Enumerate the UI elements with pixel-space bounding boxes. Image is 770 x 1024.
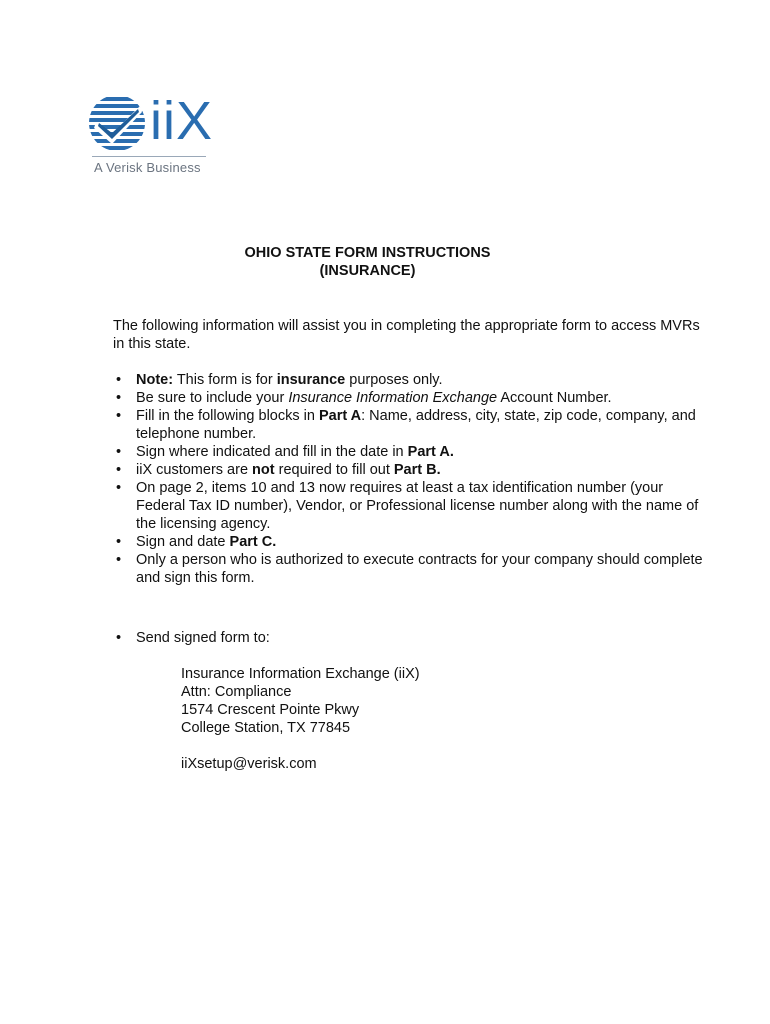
list-item-text: Part A. bbox=[407, 444, 454, 460]
address-line: Attn: Compliance bbox=[181, 684, 292, 700]
list-item-text: not bbox=[252, 462, 275, 478]
logo-wordmark: iiX bbox=[150, 91, 214, 151]
list-item-text: required to fill out bbox=[274, 462, 394, 478]
list-item-text: Account Number. bbox=[497, 390, 612, 406]
list-item-text: Part C. bbox=[229, 534, 277, 550]
list-item-text: This form is for bbox=[173, 372, 277, 388]
intro-paragraph: The following information will assist you in completing the appropriate form to access MVRs in this state. bbox=[113, 318, 700, 352]
list-item-text: : Name, address, city, state, zip code, company, and telephone number. bbox=[136, 408, 696, 442]
list-item-text: Note: bbox=[136, 372, 174, 388]
list-item bbox=[113, 389, 713, 407]
list-item-text: Sign and date bbox=[136, 534, 230, 550]
list-item bbox=[113, 407, 713, 443]
logo-divider bbox=[92, 156, 206, 157]
mailing-address bbox=[181, 665, 581, 737]
list-item-text: insurance bbox=[276, 372, 346, 388]
title-line-2: (INSURANCE) bbox=[319, 263, 416, 279]
list-item-text: purposes only. bbox=[345, 372, 443, 388]
list-item bbox=[113, 461, 713, 479]
list-item bbox=[113, 443, 713, 461]
list-item-text: Part B. bbox=[393, 462, 441, 478]
list-item-text: Part A bbox=[318, 408, 362, 424]
title-line-1: OHIO STATE FORM INSTRUCTIONS bbox=[244, 245, 491, 261]
contact-email: iiXsetup@verisk.com bbox=[181, 756, 317, 772]
company-logo bbox=[88, 90, 214, 178]
instruction-list bbox=[113, 371, 713, 587]
document-title bbox=[0, 244, 735, 280]
list-item-text: On page 2, items 10 and 13 now requires at least a tax identification number (your Federal Tax ID number), Vendor, or Professional license number along with the name of the licensing agency. bbox=[136, 480, 699, 532]
list-item bbox=[113, 479, 713, 533]
address-line: Insurance Information Exchange (iiX) bbox=[181, 666, 420, 682]
list-item-text: Only a person who is authorized to execute contracts for your company should complete and sign this form. bbox=[136, 552, 703, 586]
address-line: College Station, TX 77845 bbox=[181, 720, 351, 736]
send-instruction: • Send signed form to: bbox=[113, 629, 713, 647]
list-item bbox=[113, 371, 713, 389]
list-item-text: Insurance Information Exchange bbox=[288, 390, 498, 406]
list-item bbox=[113, 533, 713, 551]
list-item-text: Sign where indicated and fill in the date in bbox=[136, 444, 408, 460]
list-item-text: Fill in the following blocks in bbox=[136, 408, 319, 424]
list-item-text: iiX customers are bbox=[136, 462, 253, 478]
logo-tagline: A Verisk Business bbox=[94, 160, 201, 175]
list-item bbox=[113, 551, 713, 587]
list-item-text: Be sure to include your bbox=[136, 390, 289, 406]
address-line: 1574 Crescent Pointe Pkwy bbox=[181, 702, 360, 718]
globe-check-icon bbox=[88, 94, 146, 152]
